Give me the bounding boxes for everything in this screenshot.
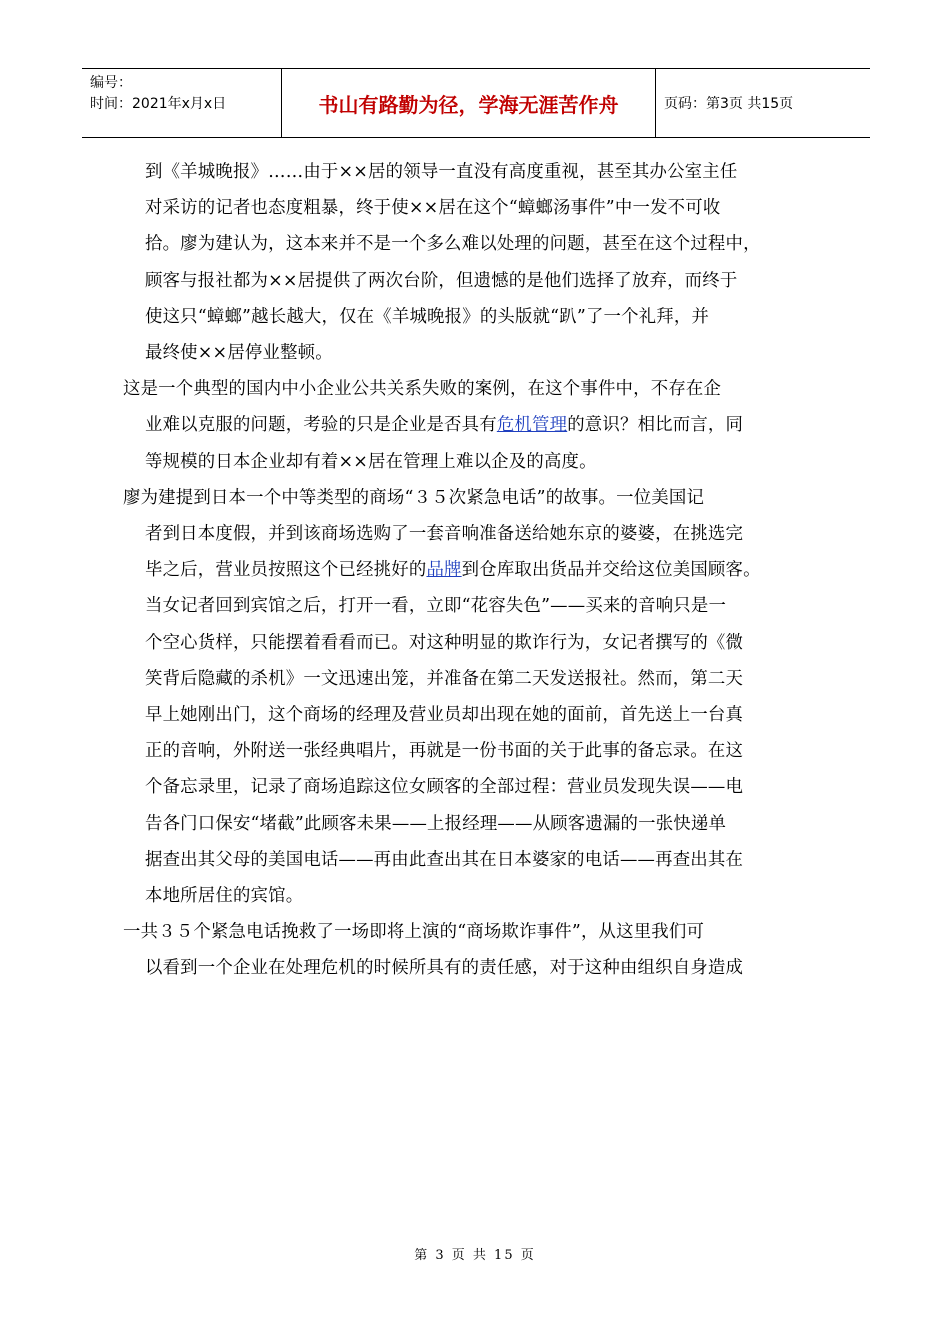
text-line	[145, 516, 809, 552]
text-line	[145, 661, 809, 697]
text-link[interactable]: 危机管理	[496, 415, 568, 436]
text-segment: 到《羊城晚报》……由于××居的领导一直没有高度重视，甚至其办公室主任	[145, 162, 738, 182]
text-segment: 者到日本度假，并到该商场选购了一套音响准备送给她东京的婆婆，在挑选完	[145, 524, 744, 545]
paragraph	[123, 914, 809, 986]
text-segment: 正的音响，外附送一张经典唱片，再就是一份书面的关于此事的备忘录。在这	[145, 741, 744, 762]
text-line	[145, 444, 809, 480]
paragraph	[123, 480, 809, 914]
text-line	[145, 552, 809, 588]
text-segment: 一共３５个紧急电话挽救了一场即将上演的“商场欺诈事件”，从这里我们可	[123, 922, 705, 943]
text-line	[145, 154, 809, 190]
text-line	[145, 950, 809, 986]
text-segment: 的意识？相比而言，同	[567, 415, 744, 436]
text-segment: 本地所居住的宾馆。	[145, 886, 304, 907]
text-segment: 廖为建提到日本一个中等类型的商场“３５次紧急电话”的故事。一位美国记	[123, 487, 705, 508]
text-line	[145, 878, 809, 914]
text-line	[145, 842, 809, 878]
text-line	[145, 299, 809, 335]
text-line	[145, 190, 809, 226]
text-segment: 这是一个典型的国内中小企业公共关系失败的案例，在这个事件中，不存在企	[123, 379, 722, 400]
text-line	[123, 371, 809, 407]
text-segment: 据查出其父母的美国电话——再由此查出其在日本婆家的电话——再查出其在	[145, 849, 744, 870]
page-header	[82, 68, 870, 138]
page-footer: 第 3 页 共 15 页	[414, 1248, 536, 1263]
text-line	[145, 335, 809, 371]
document-number-label: 编号：	[90, 75, 132, 91]
text-segment: 拾。廖为建认为，这本来并不是一个多么难以处理的问题，甚至在这个过程中，	[145, 234, 761, 255]
text-segment: 使这只“蟑螂”越长越大，仅在《羊城晚报》的头版就“趴”了一个礼拜，并	[145, 306, 710, 327]
text-line	[145, 697, 809, 733]
text-line	[145, 226, 809, 262]
text-segment: 业难以克服的问题，考验的只是企业是否具有	[145, 415, 497, 436]
text-line	[145, 625, 809, 661]
text-segment: 当女记者回到宾馆之后，打开一看，立即“花容失色”——买来的音响只是一	[145, 596, 727, 617]
document-date: 时间：2021年x月x日	[90, 96, 227, 112]
text-segment: 最终使××居停业整顿。	[145, 343, 333, 364]
header-page-info: 页码：第3页 共15页	[664, 96, 794, 112]
text-line	[145, 407, 809, 443]
text-segment: 笑背后隐藏的杀机》一文迅速出笼，并准备在第二天发送报社。然而，第二天	[145, 668, 744, 689]
text-line	[145, 263, 809, 299]
text-line	[145, 769, 809, 805]
text-segment: 告各门口保安“堵截”此顾客未果——上报经理——从顾客遗漏的一张快递单	[145, 813, 727, 834]
paragraph	[123, 371, 809, 480]
text-segment: 以看到一个企业在处理危机的时候所具有的责任感，对于这种由组织自身造成	[145, 958, 744, 979]
header-meta	[82, 69, 281, 137]
text-segment: 到仓库取出货品并交给这位美国顾客。	[461, 560, 761, 581]
text-segment: 对采访的记者也态度粗暴，终于使××居在这个“蟑螂汤事件”中一发不可收	[145, 198, 721, 219]
paragraph	[145, 154, 809, 371]
text-segment: 早上她刚出门，这个商场的经理及营业员却出现在她的面前，首先送上一台真	[145, 705, 744, 726]
text-segment: 个空心货样，只能摆着看看而已。对这种明显的欺诈行为，女记者撰写的《微	[145, 632, 744, 653]
text-segment: 等规模的日本企业却有着××居在管理上难以企及的高度。	[145, 451, 597, 472]
text-line	[145, 806, 809, 842]
text-line	[145, 733, 809, 769]
text-segment: 顾客与报社都为××居提供了两次台阶，但遗憾的是他们选择了放弃，而终于	[145, 270, 738, 291]
text-segment: 毕之后，营业员按照这个已经挑好的	[145, 560, 427, 581]
text-line	[145, 588, 809, 624]
header-motto: 书山有路勤为径，学海无涯苦作舟	[281, 69, 656, 137]
document-body	[123, 154, 809, 987]
text-line	[123, 480, 809, 516]
text-segment: 个备忘录里，记录了商场追踪这位女顾客的全部过程：营业员发现失误——电	[145, 777, 744, 798]
text-link[interactable]: 品牌	[426, 560, 462, 581]
text-line	[123, 914, 809, 950]
